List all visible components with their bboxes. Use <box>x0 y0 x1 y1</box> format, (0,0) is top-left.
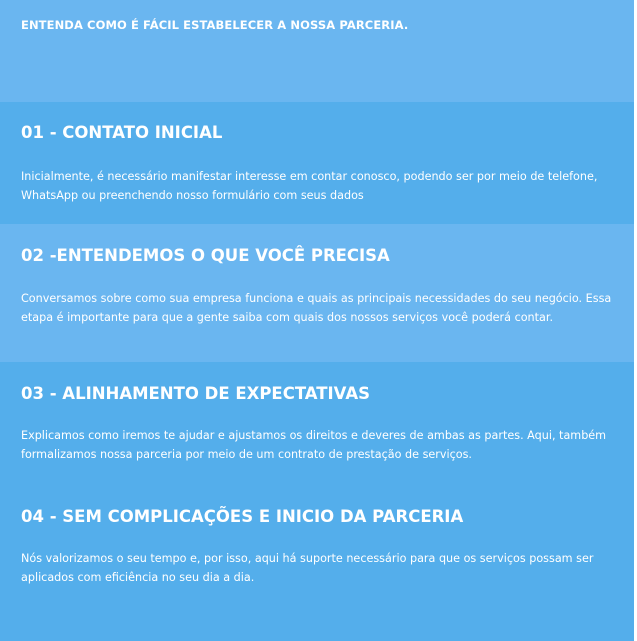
step-section-2 <box>0 224 634 362</box>
step-text-3: Explicamos como iremos te ajudar e ajustamos os direitos e deveres de ambas as partes. Aqui, também formalizamos nossa parceria por meio de um contrato de prestação de serviços. <box>21 429 607 461</box>
step-text-2: Conversamos sobre como sua empresa funciona e quais as principais necessidades do seu negócio. Essa etapa é importante para que a gente saiba com quais dos nossos serviços você poderá contar. <box>21 292 612 324</box>
step-section-3 <box>0 362 634 641</box>
step-section-1 <box>0 102 634 224</box>
step-title-2: 02 -ENTENDEMOS O QUE VOCÊ PRECISA <box>21 246 390 265</box>
intro-title: ENTENDA COMO É FÁCIL ESTABELECER A NOSSA PARCERIA. <box>21 18 409 32</box>
step-title-1: 01 - CONTATO INICIAL <box>21 123 223 142</box>
step-text-4: Nós valorizamos o seu tempo e, por isso, aqui há suporte necessário para que os serviços possam ser aplicados com eficiência no seu dia a dia. <box>21 552 594 584</box>
intro-section <box>0 0 634 102</box>
step-text-1: Inicialmente, é necessário manifestar interesse em contar conosco, podendo ser por meio de telefone, WhatsApp ou preenchendo nosso formulário com seus dados <box>21 170 598 202</box>
step-title-4: 04 - SEM COMPLICAÇÕES E INICIO DA PARCERIA <box>21 507 464 526</box>
step-title-3: 03 - ALINHAMENTO DE EXPECTATIVAS <box>21 384 370 403</box>
